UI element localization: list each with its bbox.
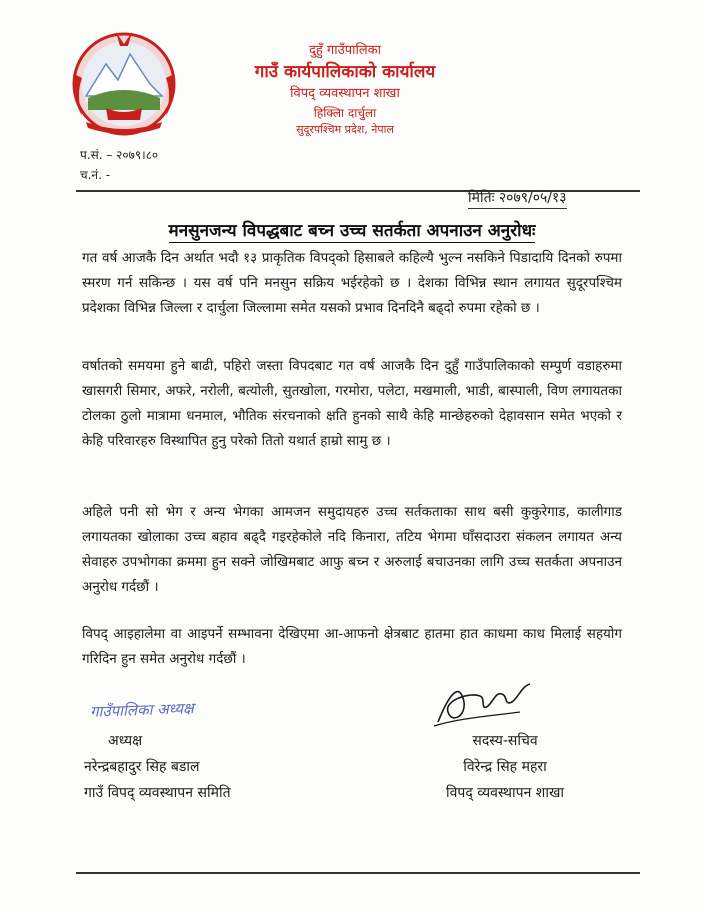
paragraph-1: गत वर्ष आजकै दिन अर्थात भदौ १३ प्राकृतिक विपद्को हिसाबले कहिल्यै भुल्न नसकिने पिडादायि दिनको रुपमा स्मरण गर्न सकिन्छ । यस वर्ष पनि मनसुन सक्रिय भईरहेको छ । देशका विभिन्न स्थान लगायत सुदूरपश्चिम प्रदेशका विभिन्न जिल्ला र दार्चुला जिल्लामा समेत यसको प्रभाव दिनदिनै बढ्दो रुपमा रहेको छ । (82, 250, 622, 316)
chairperson-role: अध्यक्ष (108, 733, 143, 749)
letter-number: प.सं. – २०७९।८० (80, 148, 159, 162)
handwritten-signature-icon (430, 672, 540, 732)
secretary-unit: विपद् व्यवस्थापन शाखा (445, 785, 565, 801)
secretary-role: सदस्य-सचिव (472, 733, 538, 749)
chairperson-stamp: गाउँपालिका अध्यक्ष (89, 699, 195, 721)
chairperson-signature-block (84, 728, 231, 806)
place-name: हिक्लिा दार्चुला (313, 106, 377, 120)
paragraph-2: वर्षातको समयमा हुने बाढी, पहिरो जस्ता विपदबाट गत वर्ष आजकै दिन दुहुँ गाउँपालिकाको सम्पुर्ण वडाहरुमा खासगरी सिमार, अफरे, नरोली, बत्योली, सुतखोला, गरमोरा, पलेटा, मखमाली, भाडी, बास्पाली, विण लगायतका टोलका ठुलो मात्रामा धनमाल, भौतिक संरचनाको क्षति हुनको साथै केहि मान्छेहरुको देहावसान समेत भएको र केहि परिवारहरु विस्थापित हुनु परेको तितो यथार्त हाम्रो सामु छ । (82, 358, 622, 449)
letter-subject (82, 218, 622, 241)
paragraph-3: अहिले पनी सो भेग र अन्य भेगका आमजन समुदायहरु उच्च सर्तकताका साथ बसी कुकुरेगाड, कालीगाड लगायतका खोलाका उच्च बहाव बढ्दै गइरहेकोले नदि किनारा, तटिय भेगमा घाँसदाउरा संकलन लगायत अन्य सेवाहरु उपभोगका क्रममा हुन सक्ने जोखिमबाट आफु बच्न र अरुलाई बचाउनका लागि उच्च सतर्कता अपनाउन अनुरोध गर्दछौं । (82, 504, 622, 595)
chairperson-name: नरेन्द्रबहादुर सिह बडाल (84, 759, 200, 775)
paragraph-4: विपद् आइहालेमा वा आइपर्ने सम्भावना देखिएमा आ-आफनो क्षेत्रबाट हातमा हात काधमा काध मिलाई सहयोग गरिदिन हुन समेत अनुरोध गर्दछौं । (82, 626, 622, 667)
secretary-name: विरेन्द्र सिह महरा (463, 759, 547, 775)
letterhead (200, 42, 490, 138)
section-name: विपद् व्यवस्थापन शाखा (290, 86, 400, 101)
dispatch-number: च.नं. - (80, 168, 111, 182)
footer-divider (76, 872, 640, 874)
letter-date: मितिः २०७९/०५/१३ (468, 188, 567, 209)
nepal-emblem-icon (66, 24, 182, 140)
office-name: गाउँ कार्यपालिकाको कार्यालय (254, 62, 436, 82)
subject-text: मनसुनजन्य विपद्धबाट बच्न उच्च सतर्कता अपनाउन अनुरोधः (168, 221, 536, 241)
municipality-name: दुहुँ गाउँपालिका (308, 43, 382, 58)
chairperson-unit: गाउँ विपद् व्यवस्थापन समिति (84, 785, 231, 801)
province-name: सुदूरपश्चिम प्रदेश, नेपाल (296, 123, 394, 136)
secretary-signature-block (420, 728, 590, 806)
